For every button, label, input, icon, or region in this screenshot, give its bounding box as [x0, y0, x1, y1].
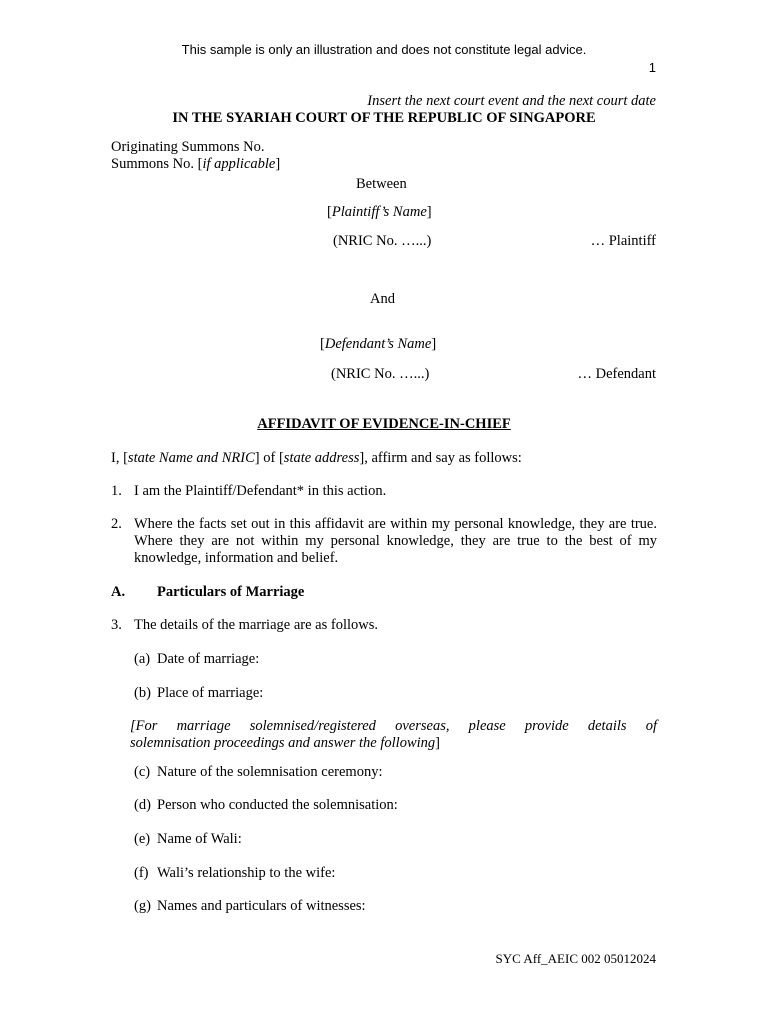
list-item-text: Names and particulars of witnesses: — [157, 898, 366, 914]
list-item-label: (f) — [134, 865, 149, 881]
list-item-text: Person who conducted the solemnisation: — [157, 797, 398, 813]
plaintiff-name: [Plaintiff’s Name] — [327, 204, 432, 220]
and-label: And — [370, 291, 395, 307]
paragraph-text: Where the facts set out in this affidavit are within my personal knowledge, they are true. Where they are not within my personal knowledge, they are true to the best of my knowledge, information and belief. — [134, 516, 657, 566]
originating-summons-label: Originating Summons No. — [111, 139, 265, 155]
list-item-label: (c) — [134, 764, 151, 780]
overseas-note-line2: solemnisation proceedings and answer the following] — [130, 735, 441, 751]
paragraph-number: 2. — [111, 516, 122, 532]
defendant-nric: (NRIC No. …...) — [331, 366, 430, 382]
paragraph-number: 3. — [111, 617, 122, 633]
footer-reference: SYC Aff_AEIC 002 05012024 — [495, 951, 656, 966]
insert-note: Insert the next court event and the next court date — [367, 93, 656, 109]
list-item-label: (g) — [134, 898, 151, 914]
list-item-label: (d) — [134, 797, 151, 813]
affidavit-title: AFFIDAVIT OF EVIDENCE-IN-CHIEF — [257, 416, 511, 432]
list-item-label: (a) — [134, 651, 151, 667]
list-item-label: (e) — [134, 831, 151, 847]
between-label: Between — [356, 176, 407, 192]
list-item-text: Date of marriage: — [157, 651, 260, 667]
summons-label: Summons No. [if applicable] — [111, 156, 281, 172]
disclaimer: This sample is only an illustration and does not constitute legal advice. — [181, 42, 587, 57]
paragraph-number: 1. — [111, 483, 122, 499]
defendant-role: … Defendant — [577, 366, 656, 382]
page-number: 1 — [648, 60, 656, 75]
plaintiff-role: … Plaintiff — [590, 233, 656, 249]
section-letter: A. — [111, 584, 126, 600]
section-title: Particulars of Marriage — [157, 584, 305, 600]
list-item-text: Wali’s relationship to the wife: — [157, 865, 336, 881]
list-item-text: Place of marriage: — [157, 685, 264, 701]
list-item-label: (b) — [134, 685, 151, 701]
defendant-name: [Defendant’s Name] — [320, 336, 437, 352]
paragraph-text: I am the Plaintiff/Defendant* in this action. — [134, 483, 387, 499]
paragraph-text: The details of the marriage are as follows. — [134, 617, 378, 633]
list-item-text: Name of Wali: — [157, 831, 242, 847]
overseas-note-line1: [For marriage solemnised/registered overseas, please provide details of — [130, 718, 657, 734]
list-item-text: Nature of the solemnisation ceremony: — [157, 764, 383, 780]
intro-statement: I, [state Name and NRIC] of [state address], affirm and say as follows: — [111, 450, 522, 466]
plaintiff-nric: (NRIC No. …...) — [333, 233, 432, 249]
court-title: IN THE SYARIAH COURT OF THE REPUBLIC OF SINGAPORE — [172, 110, 596, 126]
